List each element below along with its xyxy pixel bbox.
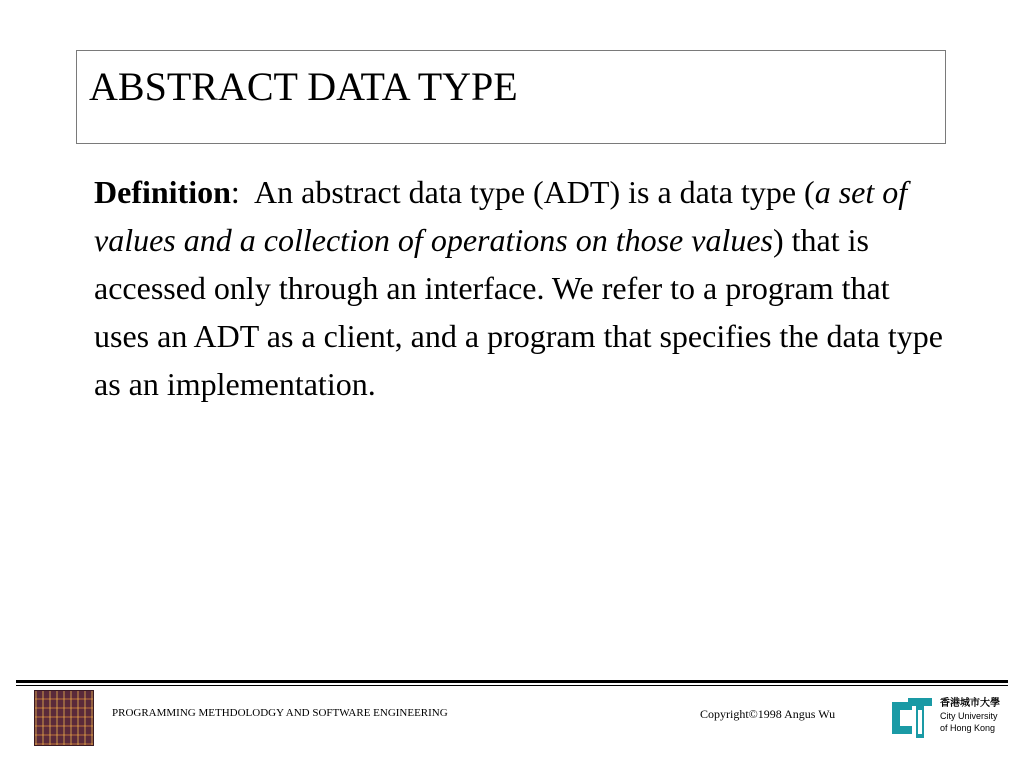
university-name-line2: of Hong Kong [940, 723, 996, 733]
city-university-logo-icon [888, 694, 936, 742]
footer-divider-thick [16, 680, 1008, 683]
course-title: PROGRAMMING METHDOLODGY AND SOFTWARE ENGINEERING [112, 707, 448, 719]
definition-text-a: An abstract data type (ADT) is a data type ( [239, 174, 815, 210]
circuit-chip-image [34, 690, 94, 746]
definition-colon: : [230, 174, 240, 210]
university-name [940, 698, 1000, 734]
definition-term: Definition [94, 174, 231, 210]
definition-text-b: ) that is accessed only through an interface. We refer to a program that uses an ADT as a client, and a program that specifies the data type as an implementation. [94, 222, 943, 402]
university-name-chinese: 香港城市大學 [940, 698, 1000, 709]
copyright-notice: Copyright©1998 Angus Wu [700, 707, 836, 721]
footer-divider-thin [16, 685, 1008, 686]
slide-title: ABSTRACT DATA TYPE [89, 64, 518, 109]
definition-italic: a set of values and a collection of operations on those values [94, 174, 908, 258]
university-name-line1: City University [940, 711, 998, 721]
definition-paragraph [94, 168, 944, 408]
title-box [76, 50, 946, 144]
